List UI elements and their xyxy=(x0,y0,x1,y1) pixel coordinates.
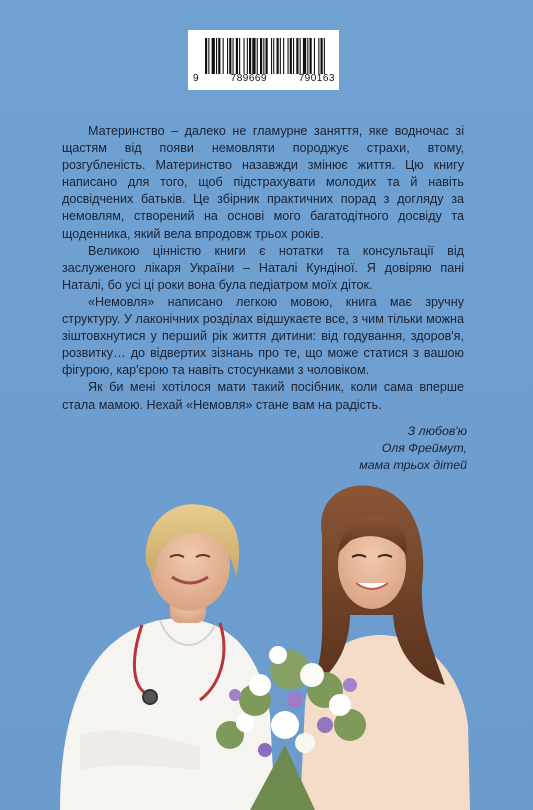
barcode-bar xyxy=(271,38,272,74)
barcode-digits xyxy=(193,73,335,84)
barcode-bar xyxy=(233,38,234,74)
barcode-bar xyxy=(273,38,274,74)
barcode-bar xyxy=(293,38,294,74)
barcode-bar xyxy=(303,38,306,74)
blurb-paragraph-2: Великою цінністю книги є нотатки та консультації від заслуженого лікаря України – Наталі Кундіної. Я довіряю пані Наталі, бо усі ці роки вона була педіатром моїх діток. xyxy=(62,243,464,292)
barcode-bar xyxy=(260,38,262,74)
blurb-paragraph-4: Як би мені хотілося мати такий посібник, коли сама вперше стала мамою. Нехай «Немовля» стане вам на радість. xyxy=(62,380,464,412)
barcode-bar xyxy=(239,38,240,74)
barcode-bar xyxy=(244,38,245,74)
signature-author-name: Оля Фреймут, xyxy=(381,441,467,455)
barcode-bar xyxy=(249,38,251,74)
barcode-bar xyxy=(205,38,207,74)
author-signature xyxy=(207,423,467,474)
barcode-bar xyxy=(324,38,325,74)
barcode-bar xyxy=(212,38,215,74)
blurb-paragraph-3: «Немовля» написано легкою мовою, книга має зручну структуру. У лаконічних розділах відшукаєте все, з чим тільки можна зіштовхнутися у перший рік життя дитини: від годування, здоров'я, розвитку… до відвертих зізнань про те, що може статися з вашою фігурою, кар'єрою та навіть стосунками з чоловіком. xyxy=(62,294,464,378)
barcode-digit-group-1: 789669 xyxy=(230,73,268,84)
barcode-bar xyxy=(229,38,231,74)
blurb-paragraph-1: Материнство – далеко не гламурне заняття, яке водночас зі щастям від появи немовляти породжує страхи, втому, розгубленість. Материнство назавжди змінює життя. Цю книгу написано для того, щоб підстрахувати молодих та й навіть досвідчених батьків. Це збірник практичних порад з догляду за немовлям, створений на основі мого багатодітного досвіду та щоденника, який вела впродовж трьох років. xyxy=(62,124,464,241)
doctor-figure xyxy=(60,504,275,810)
barcode-bar xyxy=(236,38,238,74)
blurb-text xyxy=(62,123,464,414)
signature-author-role: мама трьох дітей xyxy=(359,458,467,472)
barcode-bar xyxy=(321,38,323,74)
barcode-bar xyxy=(310,38,312,74)
barcode-bar xyxy=(266,38,268,74)
barcode xyxy=(188,30,339,90)
barcode-bar xyxy=(288,38,289,74)
author-figure xyxy=(300,485,470,810)
barcode-bar xyxy=(223,38,224,74)
barcode-bar xyxy=(280,38,281,74)
barcode-digit-lead: 9 xyxy=(193,73,200,84)
barcode-bar xyxy=(218,38,220,74)
barcode-bar xyxy=(314,38,315,74)
barcode-bar xyxy=(307,38,308,74)
barcode-bar xyxy=(296,38,298,74)
barcode-bar xyxy=(247,38,248,74)
barcode-bar xyxy=(257,38,258,74)
barcode-bar xyxy=(277,38,279,74)
barcode-bar xyxy=(300,38,301,74)
barcode-bar xyxy=(290,38,292,74)
barcode-bars xyxy=(205,38,325,74)
authors-photo xyxy=(50,485,480,810)
signature-greeting: З любов'ю xyxy=(407,424,467,438)
barcode-bar xyxy=(252,38,255,74)
barcode-bar xyxy=(263,38,264,74)
barcode-bar xyxy=(208,38,209,74)
barcode-bar xyxy=(318,38,319,74)
barcode-bar xyxy=(227,38,228,74)
barcode-bar xyxy=(283,38,284,74)
barcode-bar xyxy=(216,38,217,74)
barcode-digit-group-2: 790163 xyxy=(298,73,335,84)
